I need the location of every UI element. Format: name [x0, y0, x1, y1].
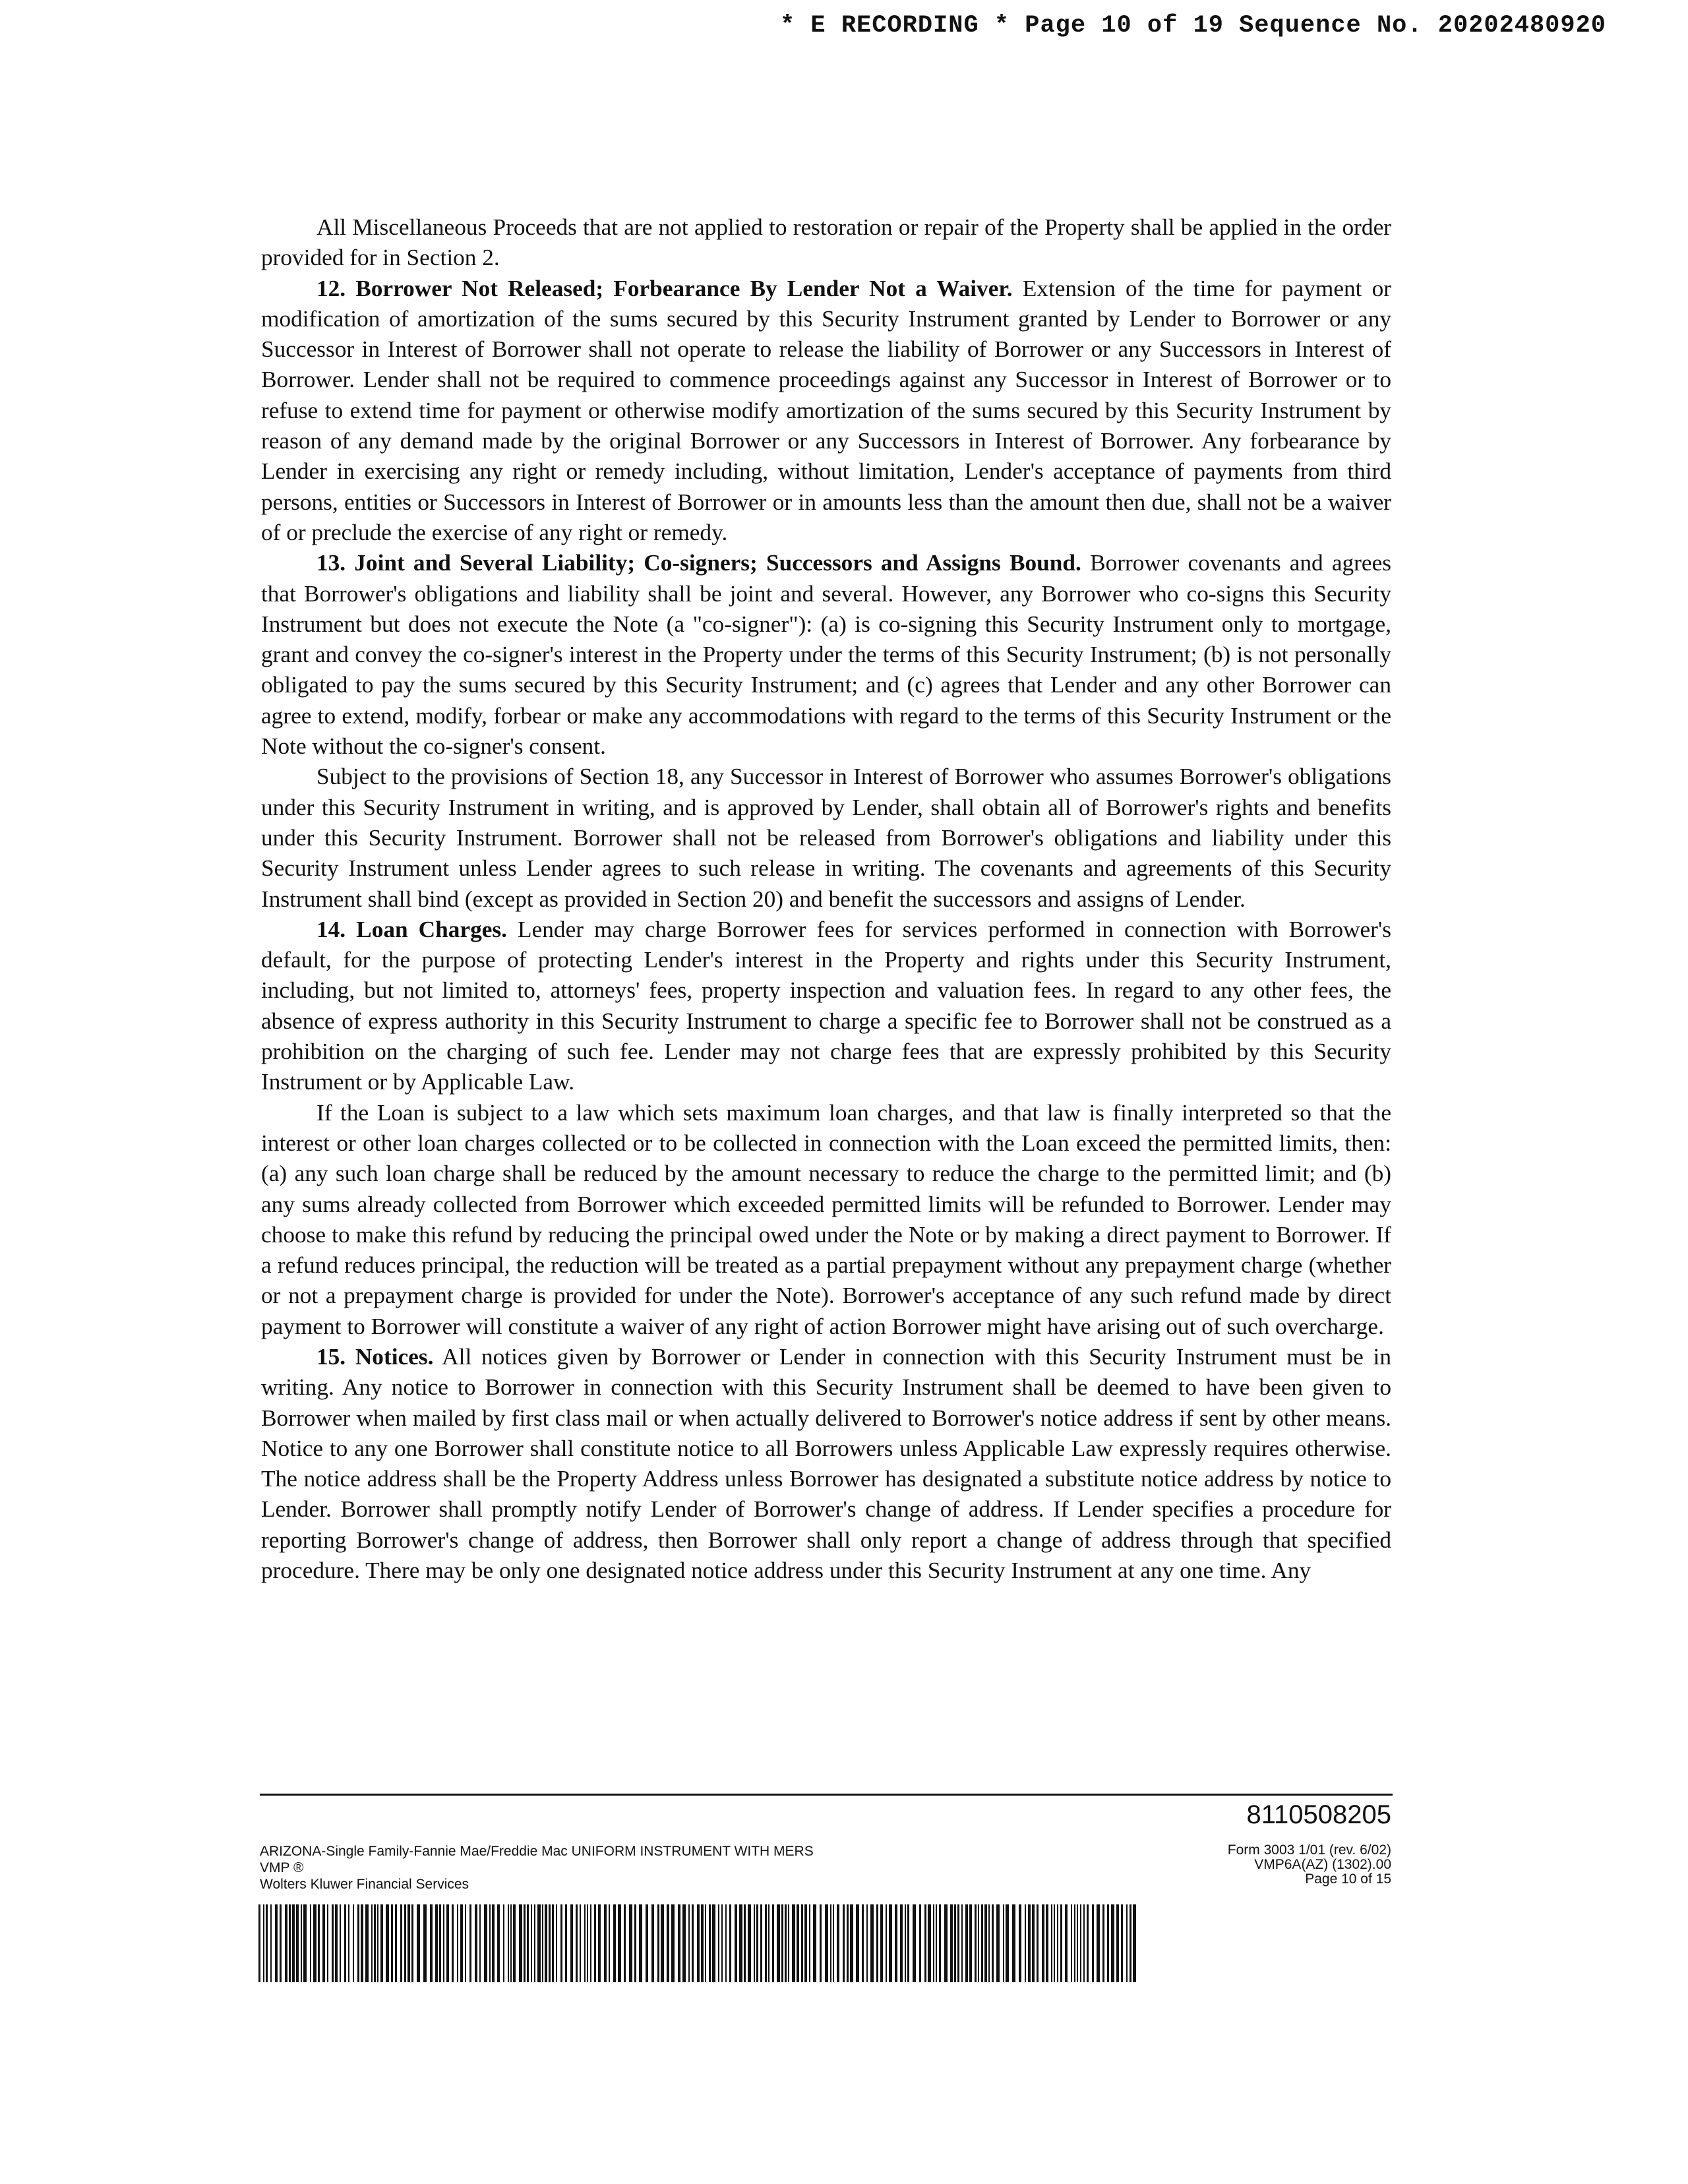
form-code: VMP6A(AZ) (1302).00 — [1254, 1857, 1391, 1872]
barcode-icon — [258, 1904, 1138, 1982]
footer-divider — [260, 1794, 1393, 1796]
page-number: Page 10 of 15 — [1305, 1871, 1391, 1887]
vmp-mark: VMP ® — [260, 1860, 304, 1875]
section-12-text: Extension of the time for payment or modification of amortization of the sums secured by this Security Instrument granted by Lender to Borrower or any Successor in Interest of Borrower shall not operate to release the liability of Borrower or any Successors in Interest of Borrower. Lender shall not be required to commence proceedings against any Successor in Interest of Borrower or to refuse to extend time for payment or otherwise modify amortization of the sums secured by this Security Instrument by reason of any demand made by the original Borrower or any Successors in Interest of Borrower. Any forbearance by Lender in exercising any right or remedy including, without limitation, Lender's acceptance of payments from third persons, entities or Successors in Interest of Borrower or in amounts less than the amount then due, shall not be a waiver of or preclude the exercise of any right or remedy. — [261, 275, 1391, 545]
section-12 — [261, 274, 1391, 549]
recording-stamp: * E RECORDING * Page 10 of 19 Sequence No. 20202480920 — [780, 12, 1606, 40]
section-14-heading: 14. Loan Charges. — [316, 916, 507, 942]
section-13-paragraph-2: Subject to the provisions of Section 18, any Successor in Interest of Borrower who assumes Borrower's obligations under this Security Instrument in writing, and is approved by Lender, shall obtain all of Borrower's rights and benefits under this Security Instrument. Borrower shall not be released from Borrower's obligations and liability under this Security Instrument unless Lender agrees to such release in writing. The covenants and agreements of this Security Instrument shall bind (except as provided in Section 20) and benefit the successors and assigns of Lender. — [261, 764, 1391, 912]
form-title: ARIZONA-Single Family-Fannie Mae/Freddie Mac UNIFORM INSTRUMENT WITH MERS — [260, 1844, 814, 1859]
paragraph-misc-proceeds: All Miscellaneous Proceeds that are not applied to restoration or repair of the Property shall be applied in the order provided for in Section 2. — [261, 214, 1391, 271]
section-15 — [261, 1342, 1391, 1586]
section-13-heading: 13. Joint and Several Liability; Co-signers; Successors and Assigns Bound. — [316, 550, 1081, 576]
section-14-paragraph-2: If the Loan is subject to a law which sets maximum loan charges, and that law is finally interpreted so that the interest or other loan charges collected or to be collected in connection with the Loan exceed the permitted limits, then: (a) any such loan charge shall be reduced by the amount necessary to reduce the charge to the permitted limit; and (b) any sums already collected from Borrower which exceeded permitted limits will be refunded to Borrower. Lender may choose to make this refund by reducing the principal owed under the Note or by making a direct payment to Borrower. If a refund reduces principal, the reduction will be treated as a partial prepayment without any prepayment charge (whether or not a prepayment charge is provided for under the Note). Borrower's acceptance of any such refund made by direct payment to Borrower will constitute a waiver of any right of action Borrower might have arising out of such overcharge. — [261, 1099, 1391, 1339]
footer-form-number — [1228, 1843, 1391, 1887]
section-14 — [261, 915, 1391, 1098]
section-12-heading: 12. Borrower Not Released; Forbearance By Lender Not a Waiver. — [316, 275, 1013, 301]
document-body — [261, 212, 1391, 1586]
section-15-heading: 15. Notices. — [316, 1343, 434, 1370]
form-number: Form 3003 1/01 (rev. 6/02) — [1227, 1842, 1391, 1858]
loan-number: 8110508205 — [1246, 1800, 1391, 1829]
section-13-text: Borrower covenants and agrees that Borrower's obligations and liability shall be joint and several. However, any Borrower who co-signs this Security Instrument but does not execute the Note (a "co-signer"): (a) is co-signing this Security Instrument only to mortgage, grant and convey the co-signer's interest in the Property under the terms of this Security Instrument; (b) is not personally obligated to pay the sums secured by this Security Instrument; and (c) agrees that Lender and any other Borrower can agree to extend, modify, forbear or make any accommodations with regard to the terms of this Security Instrument or the Note without the co-signer's consent. — [261, 550, 1392, 760]
footer-form-info — [260, 1843, 814, 1893]
section-14-text: Lender may charge Borrower fees for services performed in connection with Borrower's default, for the purpose of protecting Lender's interest in the Property and rights under this Security Instrument, including, but not limited to, attorneys' fees, property inspection and valuation fees. In regard to any other fees, the absence of express authority in this Security Instrument to charge a specific fee to Borrower shall not be construed as a prohibition on the charging of such fee. Lender may not charge fees that are expressly prohibited by this Security Instrument or by Applicable Law. — [261, 916, 1391, 1095]
section-15-text: All notices given by Borrower or Lender in connection with this Security Instrument must be in writing. Any notice to Borrower in connection with this Security Instrument shall be deemed to have been given to Borrower when mailed by first class mail or when actually delivered to Borrower's notice address if sent by other means. Notice to any one Borrower shall constitute notice to all Borrowers unless Applicable Law expressly requires otherwise. The notice address shall be the Property Address unless Borrower has designated a substitute notice address by notice to Lender. Borrower shall promptly notify Lender of Borrower's change of address. If Lender specifies a procedure for reporting Borrower's change of address, then Borrower shall only report a change of address through that specified procedure. There may be only one designated notice address under this Security Instrument at any one time. Any — [261, 1343, 1391, 1584]
publisher: Wolters Kluwer Financial Services — [260, 1877, 469, 1892]
section-13 — [261, 548, 1391, 762]
